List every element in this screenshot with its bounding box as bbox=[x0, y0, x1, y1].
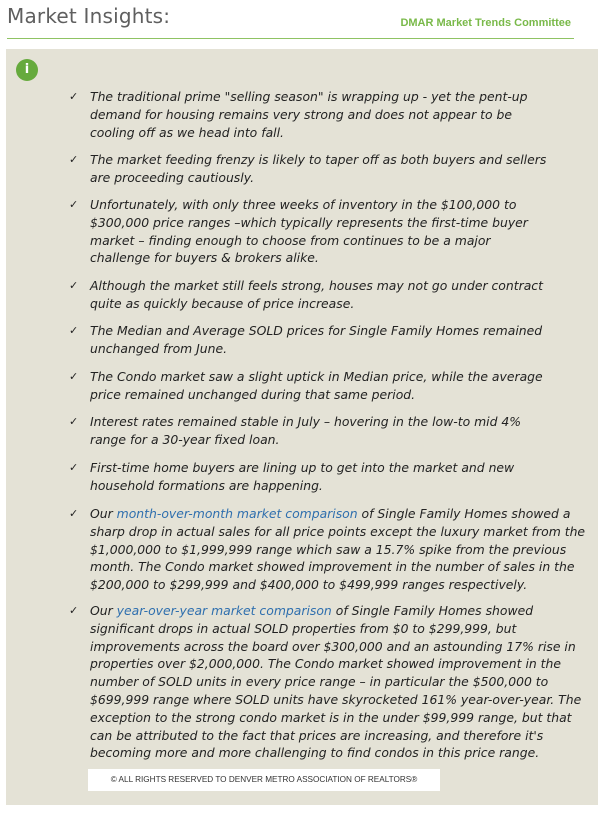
insights-panel bbox=[6, 49, 598, 805]
committee-label: DMAR Market Trends Committee bbox=[400, 17, 571, 29]
header bbox=[7, 4, 574, 38]
checkmark-icon: ✓ bbox=[69, 507, 79, 520]
bullet-text: The Median and Average SOLD prices for Single Family Homes remained unchanged from June. bbox=[90, 323, 543, 356]
yoy-prefix: Our bbox=[90, 603, 117, 618]
bullet-text: Unfortunately, with only three weeks of inventory in the $100,000 to $300,000 price ranges –which typically represents the first-time buyer market – finding enough to choose from continues to be a major challenge for buyers & brokers alike. bbox=[90, 197, 528, 266]
copyright-notice: © ALL RIGHTS RESERVED TO DENVER METRO ASSOCIATION OF REALTORS® bbox=[88, 769, 440, 791]
checkmark-icon: ✓ bbox=[69, 324, 79, 337]
info-icon: i bbox=[16, 59, 38, 81]
checkmark-icon: ✓ bbox=[69, 279, 79, 292]
mom-suffix: of Single Family Homes showed a sharp drop in actual sales for all price points except the luxury market from the $1,000,000 to $1,999,999 range which saw a 15.7% spike from the previous month. The Condo market showed improvement in the number of sales in the $200,000 to $299,999 and $400,000 to $499,999 ranges respectively. bbox=[90, 506, 586, 593]
checkmark-icon: ✓ bbox=[69, 461, 79, 474]
checkmark-icon: ✓ bbox=[69, 90, 79, 103]
bullet-text: First-time home buyers are lining up to get into the market and new household formations are happening. bbox=[90, 460, 515, 493]
bullet-text: Although the market still feels strong, houses may not go under contract quite as quickly because of price increase. bbox=[90, 278, 543, 311]
month-over-month-link[interactable]: month-over-month market comparison bbox=[116, 506, 358, 521]
year-over-year-link[interactable]: year-over-year market comparison bbox=[116, 603, 332, 618]
checkmark-icon: ✓ bbox=[69, 415, 79, 428]
checkmark-icon: ✓ bbox=[69, 370, 79, 383]
checkmark-icon: ✓ bbox=[69, 604, 79, 617]
bullet-text: The market feeding frenzy is likely to taper off as both buyers and sellers are proceeding cautiously. bbox=[90, 152, 547, 185]
bullet-text bbox=[90, 505, 595, 594]
page-title: Market Insights: bbox=[7, 4, 171, 28]
mom-prefix: Our bbox=[90, 506, 117, 521]
yoy-suffix: of Single Family Homes showed significant drops in actual SOLD properties from $0 to $299,999, but improvements across the board over $300,000 and an astounding 17% rise in properties over $2,000,000. The Condo market showed improvement in the number of SOLD units in every price range – in particular the $500,000 to $699,999 range where SOLD units have skyrocketed 161% year-over-year. The exception to the strong condo market is in the under $99,999 range, but that can be attributed to the fact that prices are increasing, and therefore it's becoming more and more challenging to find condos in this price range. bbox=[90, 603, 582, 761]
header-divider bbox=[7, 38, 574, 39]
checkmark-icon: ✓ bbox=[69, 153, 79, 166]
bullet-text: The Condo market saw a slight uptick in Median price, while the average price remained unchanged during that same period. bbox=[90, 369, 543, 402]
checkmark-icon: ✓ bbox=[69, 198, 79, 211]
bullet-text bbox=[90, 602, 595, 762]
bullet-text: The traditional prime "selling season" is wrapping up - yet the pent-up demand for housing remains very strong and does not appear to be cooling off as we head into fall. bbox=[90, 89, 528, 140]
bullet-text: Interest rates remained stable in July – hovering in the low-to mid 4% range for a 30-year fixed loan. bbox=[90, 414, 522, 447]
